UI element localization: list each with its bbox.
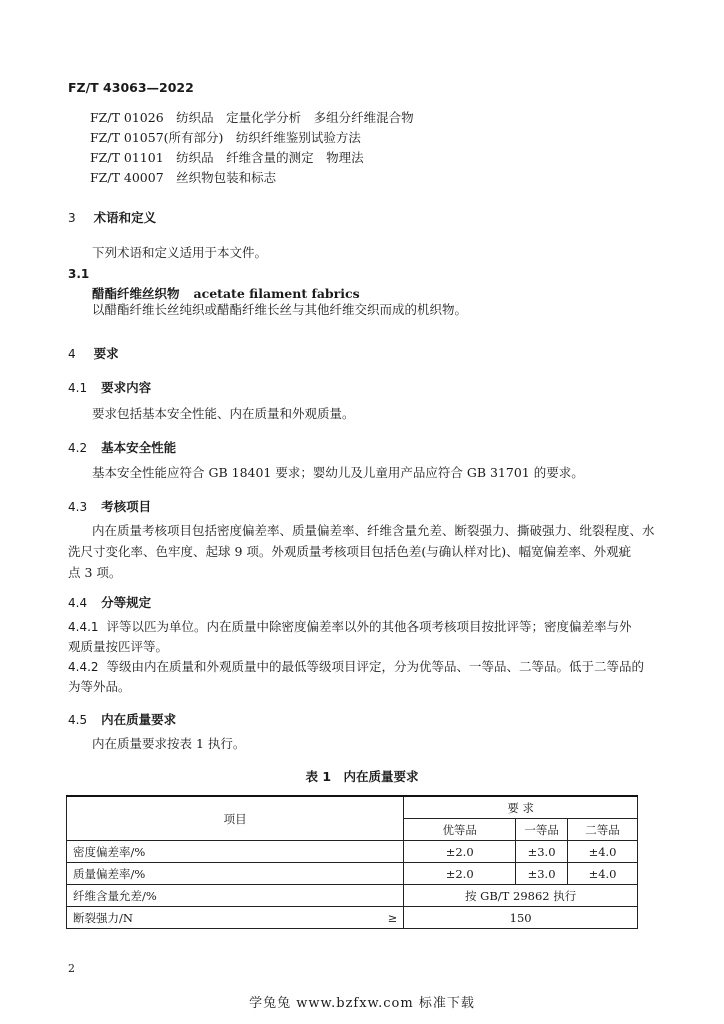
grade-value: ±4.0 (568, 841, 638, 863)
clause-4-3-line: 内在质量考核项目包括密度偏差率、质量偏差率、纤维含量允差、断裂强力、撕破强力、纰裂程度、水 (92, 523, 655, 538)
section-4-heading (68, 344, 119, 362)
clause-title: 考核项目 (101, 499, 152, 514)
row-item: 质量偏差率/% (67, 863, 404, 885)
clause-4-5-text: 内在质量要求按表 1 执行。 (92, 736, 246, 751)
merged-value: 按 GB/T 29862 执行 (404, 885, 638, 907)
reference-code: FZ/T 01101 (90, 150, 164, 165)
clause-number: 4.1 (68, 381, 88, 395)
table-row (67, 907, 638, 929)
clause-title: 要求内容 (101, 380, 152, 395)
table-row (67, 841, 638, 863)
clause-3-1-number: 3.1 (68, 267, 90, 281)
reference-title: 纺织纤维鉴别试验方法 (235, 130, 361, 145)
clause-4-3-line: 点 3 项。 (68, 565, 122, 580)
row-condition: ≥ (358, 907, 404, 929)
reference-code: FZ/T 40007 (90, 170, 164, 185)
clause-number: 4.4.2 (68, 660, 99, 674)
merged-value: 150 (404, 907, 638, 929)
page-number: 2 (68, 962, 75, 975)
clause-number: 4.2 (68, 441, 88, 455)
grade-value: ±3.0 (516, 863, 568, 885)
reference-item (90, 148, 364, 168)
reference-title: 丝织物包装和标志 (176, 170, 277, 185)
clause-4-1-heading (68, 378, 151, 396)
clause-title: 分等规定 (101, 595, 152, 610)
reference-item (90, 108, 414, 128)
clause-title: 基本安全性能 (101, 440, 177, 455)
section-3-heading (68, 208, 156, 226)
clause-4-4-1-line (68, 617, 632, 637)
section-number: 3 (68, 211, 76, 225)
reference-title: 纺织品 纤维含量的测定 物理法 (176, 150, 364, 165)
term-definition: 以醋酯纤维长丝纯织或醋酯纤维长丝与其他纤维交织而成的机织物。 (92, 302, 468, 317)
clause-text: 评等以匹为单位。内在质量中除密度偏差率以外的其他各项考核项目按批评等；密度偏差率与外 (106, 619, 632, 634)
clause-number: 4.4 (68, 596, 88, 610)
row-item: 密度偏差率/% (67, 841, 404, 863)
clause-title: 内在质量要求 (101, 712, 177, 727)
section-title: 术语和定义 (93, 210, 157, 225)
clause-number: 4.3 (68, 500, 88, 514)
footer-watermark: 学兔兔 www.bzfxw.com 标准下载 (249, 996, 475, 1011)
grade-value: ±2.0 (404, 841, 516, 863)
grade-header: 一等品 (516, 819, 568, 841)
column-header-requirement: 要 求 (404, 796, 638, 819)
clause-4-4-1-line: 观质量按匹评等。 (68, 639, 169, 654)
clause-4-4-2-line: 为等外品。 (68, 679, 131, 694)
clause-4-2-text: 基本安全性能应符合 GB 18401 要求；婴幼儿及儿童用产品应符合 GB 31701 的要求。 (92, 465, 584, 480)
term-chinese: 醋酯纤维丝织物 (92, 286, 180, 301)
term-english: acetate filament fabrics (193, 286, 360, 301)
clause-4-1-text: 要求包括基本安全性能、内在质量和外观质量。 (92, 406, 355, 421)
section-title: 要求 (93, 346, 119, 361)
reference-item (90, 168, 276, 188)
standard-number: FZ/T 43063—2022 (68, 80, 194, 95)
quality-requirements-table (66, 795, 638, 929)
column-header-item: 项目 (67, 796, 404, 841)
grade-value: ±3.0 (516, 841, 568, 863)
clause-4-2-heading (68, 438, 176, 456)
reference-code: FZ/T 01026 (90, 110, 164, 125)
table-row (67, 863, 638, 885)
grade-header: 二等品 (568, 819, 638, 841)
clause-4-5-heading (68, 710, 176, 728)
section-number: 4 (68, 347, 76, 361)
clause-number: 4.4.1 (68, 620, 99, 634)
section-3-intro: 下列术语和定义适用于本文件。 (92, 245, 268, 260)
clause-4-3-line: 洗尺寸变化率、色牢度、起球 9 项。外观质量考核项目包括色差(与确认样对比)、幅宽偏差率、外观疵 (68, 544, 632, 559)
reference-code: FZ/T 01057(所有部分) (90, 130, 224, 145)
table-row (67, 885, 638, 907)
grade-value: ±2.0 (404, 863, 516, 885)
clause-4-4-heading (68, 593, 151, 611)
clause-number: 4.5 (68, 713, 88, 727)
reference-item (90, 128, 361, 148)
reference-title: 纺织品 定量化学分析 多组分纤维混合物 (176, 110, 414, 125)
grade-header: 优等品 (404, 819, 516, 841)
table-caption: 表 1 内在质量要求 (305, 769, 419, 784)
clause-4-4-2-line (68, 657, 644, 677)
row-item: 纤维含量允差/% (67, 885, 404, 907)
clause-text: 等级由内在质量和外观质量中的最低等级项目评定，分为优等品、一等品、二等品。低于二等品的 (106, 659, 645, 674)
row-item: 断裂强力/N (67, 907, 358, 929)
clause-4-3-heading (68, 497, 151, 515)
table-header-row (67, 796, 638, 819)
grade-value: ±4.0 (568, 863, 638, 885)
